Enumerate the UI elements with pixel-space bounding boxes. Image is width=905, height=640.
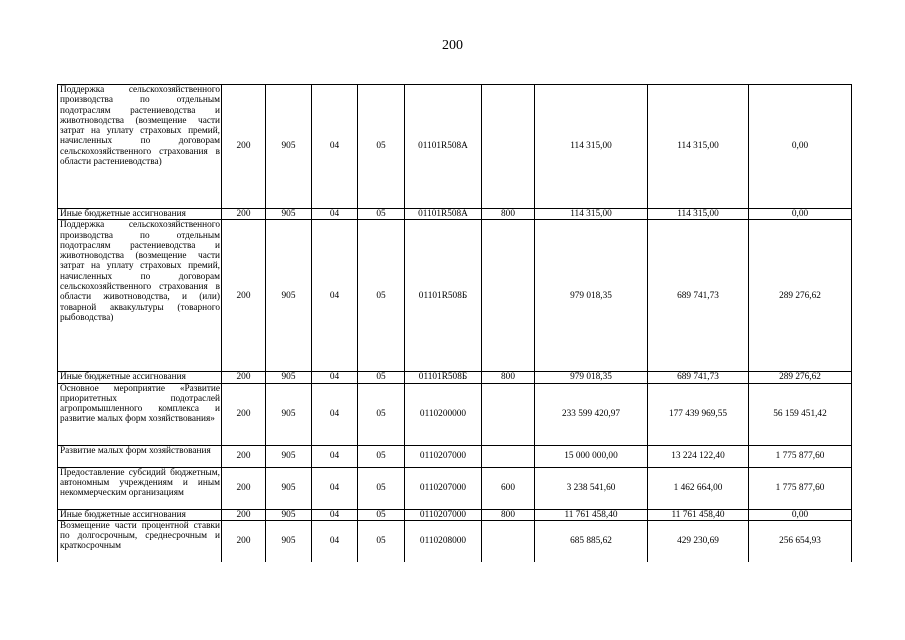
cell-expense-type (482, 520, 535, 562)
cell-section: 04 (312, 372, 358, 383)
table-row (58, 85, 852, 209)
cell-amount-1: 15 000 000,00 (535, 445, 648, 467)
cell-section: 04 (312, 85, 358, 209)
cell-target-article: 0110207000 (405, 445, 482, 467)
cell-amount-3: 289 276,62 (749, 372, 852, 383)
cell-code: 200 (222, 372, 266, 383)
cell-target-article: 0110207000 (405, 509, 482, 520)
cell-amount-2: 689 741,73 (648, 220, 749, 372)
cell-amount-1: 979 018,35 (535, 220, 648, 372)
row-name: Иные бюджетные ассигнования (58, 372, 222, 383)
row-name: Иные бюджетные ассигнования (58, 209, 222, 220)
table-row (58, 220, 852, 372)
table-row (58, 445, 852, 467)
row-name: Возмещение части процентной ставки по долгосрочным, среднесрочным и краткосрочным (58, 520, 222, 562)
cell-section: 04 (312, 209, 358, 220)
cell-amount-1: 114 315,00 (535, 209, 648, 220)
cell-subsection: 05 (358, 520, 405, 562)
cell-ministry: 905 (266, 383, 312, 445)
cell-code: 200 (222, 383, 266, 445)
cell-target-article: 0110200000 (405, 383, 482, 445)
cell-amount-2: 689 741,73 (648, 372, 749, 383)
cell-ministry: 905 (266, 520, 312, 562)
cell-code: 200 (222, 467, 266, 509)
cell-target-article: 0110207000 (405, 467, 482, 509)
cell-ministry: 905 (266, 209, 312, 220)
cell-section: 04 (312, 383, 358, 445)
cell-subsection: 05 (358, 85, 405, 209)
cell-subsection: 05 (358, 445, 405, 467)
cell-ministry: 905 (266, 445, 312, 467)
row-name: Предоставление субсидий бюджетным, автономным учреждениям и иным некоммерческим организациям (58, 467, 222, 509)
cell-amount-1: 685 885,62 (535, 520, 648, 562)
cell-amount-3: 289 276,62 (749, 220, 852, 372)
cell-amount-1: 11 761 458,40 (535, 509, 648, 520)
cell-code: 200 (222, 85, 266, 209)
cell-amount-1: 979 018,35 (535, 372, 648, 383)
cell-target-article: 01101R508А (405, 209, 482, 220)
row-name: Поддержка сельскохозяйственного производства по отдельным подотраслям растениеводства и животноводства (возмещение части затрат на уплату страховых премий, начисленных по договорам сельскохозяйственного страхования в области растениеводства) (58, 85, 222, 209)
table-row (58, 383, 852, 445)
cell-ministry: 905 (266, 85, 312, 209)
cell-amount-3: 56 159 451,42 (749, 383, 852, 445)
cell-subsection: 05 (358, 209, 405, 220)
cell-expense-type (482, 383, 535, 445)
page-number: 200 (442, 38, 463, 53)
table-row (58, 509, 852, 520)
cell-amount-3: 0,00 (749, 85, 852, 209)
cell-expense-type: 600 (482, 467, 535, 509)
cell-amount-3: 1 775 877,60 (749, 467, 852, 509)
cell-ministry: 905 (266, 372, 312, 383)
cell-amount-2: 429 230,69 (648, 520, 749, 562)
row-name: Развитие малых форм хозяйствования (58, 445, 222, 467)
cell-expense-type: 800 (482, 372, 535, 383)
budget-table (57, 84, 852, 562)
table-row (58, 467, 852, 509)
cell-target-article: 0110208000 (405, 520, 482, 562)
cell-target-article: 01101R508А (405, 85, 482, 209)
cell-expense-type (482, 445, 535, 467)
cell-subsection: 05 (358, 383, 405, 445)
cell-section: 04 (312, 467, 358, 509)
cell-amount-2: 114 315,00 (648, 85, 749, 209)
row-name: Иные бюджетные ассигнования (58, 509, 222, 520)
cell-amount-3: 256 654,93 (749, 520, 852, 562)
cell-amount-2: 11 761 458,40 (648, 509, 749, 520)
cell-expense-type (482, 220, 535, 372)
cell-code: 200 (222, 220, 266, 372)
cell-amount-3: 0,00 (749, 209, 852, 220)
cell-subsection: 05 (358, 220, 405, 372)
cell-target-article: 01101R508Б (405, 372, 482, 383)
cell-section: 04 (312, 445, 358, 467)
cell-expense-type: 800 (482, 209, 535, 220)
cell-amount-2: 13 224 122,40 (648, 445, 749, 467)
cell-amount-2: 1 462 664,00 (648, 467, 749, 509)
cell-target-article: 01101R508Б (405, 220, 482, 372)
cell-subsection: 05 (358, 509, 405, 520)
cell-subsection: 05 (358, 372, 405, 383)
cell-expense-type: 800 (482, 509, 535, 520)
cell-amount-1: 3 238 541,60 (535, 467, 648, 509)
row-name: Поддержка сельскохозяйственного производства по отдельным подотраслям растениеводства и животноводства (возмещение части затрат на уплату страховых премий, начисленных по договорам сельскохозяйственного страхования в области животноводства, и (или) товарной аквакультуры (товарного рыбоводства) (58, 220, 222, 372)
cell-expense-type (482, 85, 535, 209)
cell-section: 04 (312, 509, 358, 520)
cell-amount-2: 114 315,00 (648, 209, 749, 220)
cell-amount-3: 0,00 (749, 509, 852, 520)
cell-code: 200 (222, 509, 266, 520)
cell-code: 200 (222, 209, 266, 220)
cell-ministry: 905 (266, 509, 312, 520)
cell-section: 04 (312, 520, 358, 562)
row-name: Основное мероприятие «Развитие приоритетных подотраслей агропромышленного комплекса и развитие малых форм хозяйствования» (58, 383, 222, 445)
cell-subsection: 05 (358, 467, 405, 509)
table-row (58, 209, 852, 220)
cell-amount-2: 177 439 969,55 (648, 383, 749, 445)
cell-code: 200 (222, 520, 266, 562)
cell-amount-1: 233 599 420,97 (535, 383, 648, 445)
cell-ministry: 905 (266, 220, 312, 372)
table-row (58, 520, 852, 562)
cell-code: 200 (222, 445, 266, 467)
table-row (58, 372, 852, 383)
cell-ministry: 905 (266, 467, 312, 509)
cell-amount-3: 1 775 877,60 (749, 445, 852, 467)
cell-section: 04 (312, 220, 358, 372)
cell-amount-1: 114 315,00 (535, 85, 648, 209)
